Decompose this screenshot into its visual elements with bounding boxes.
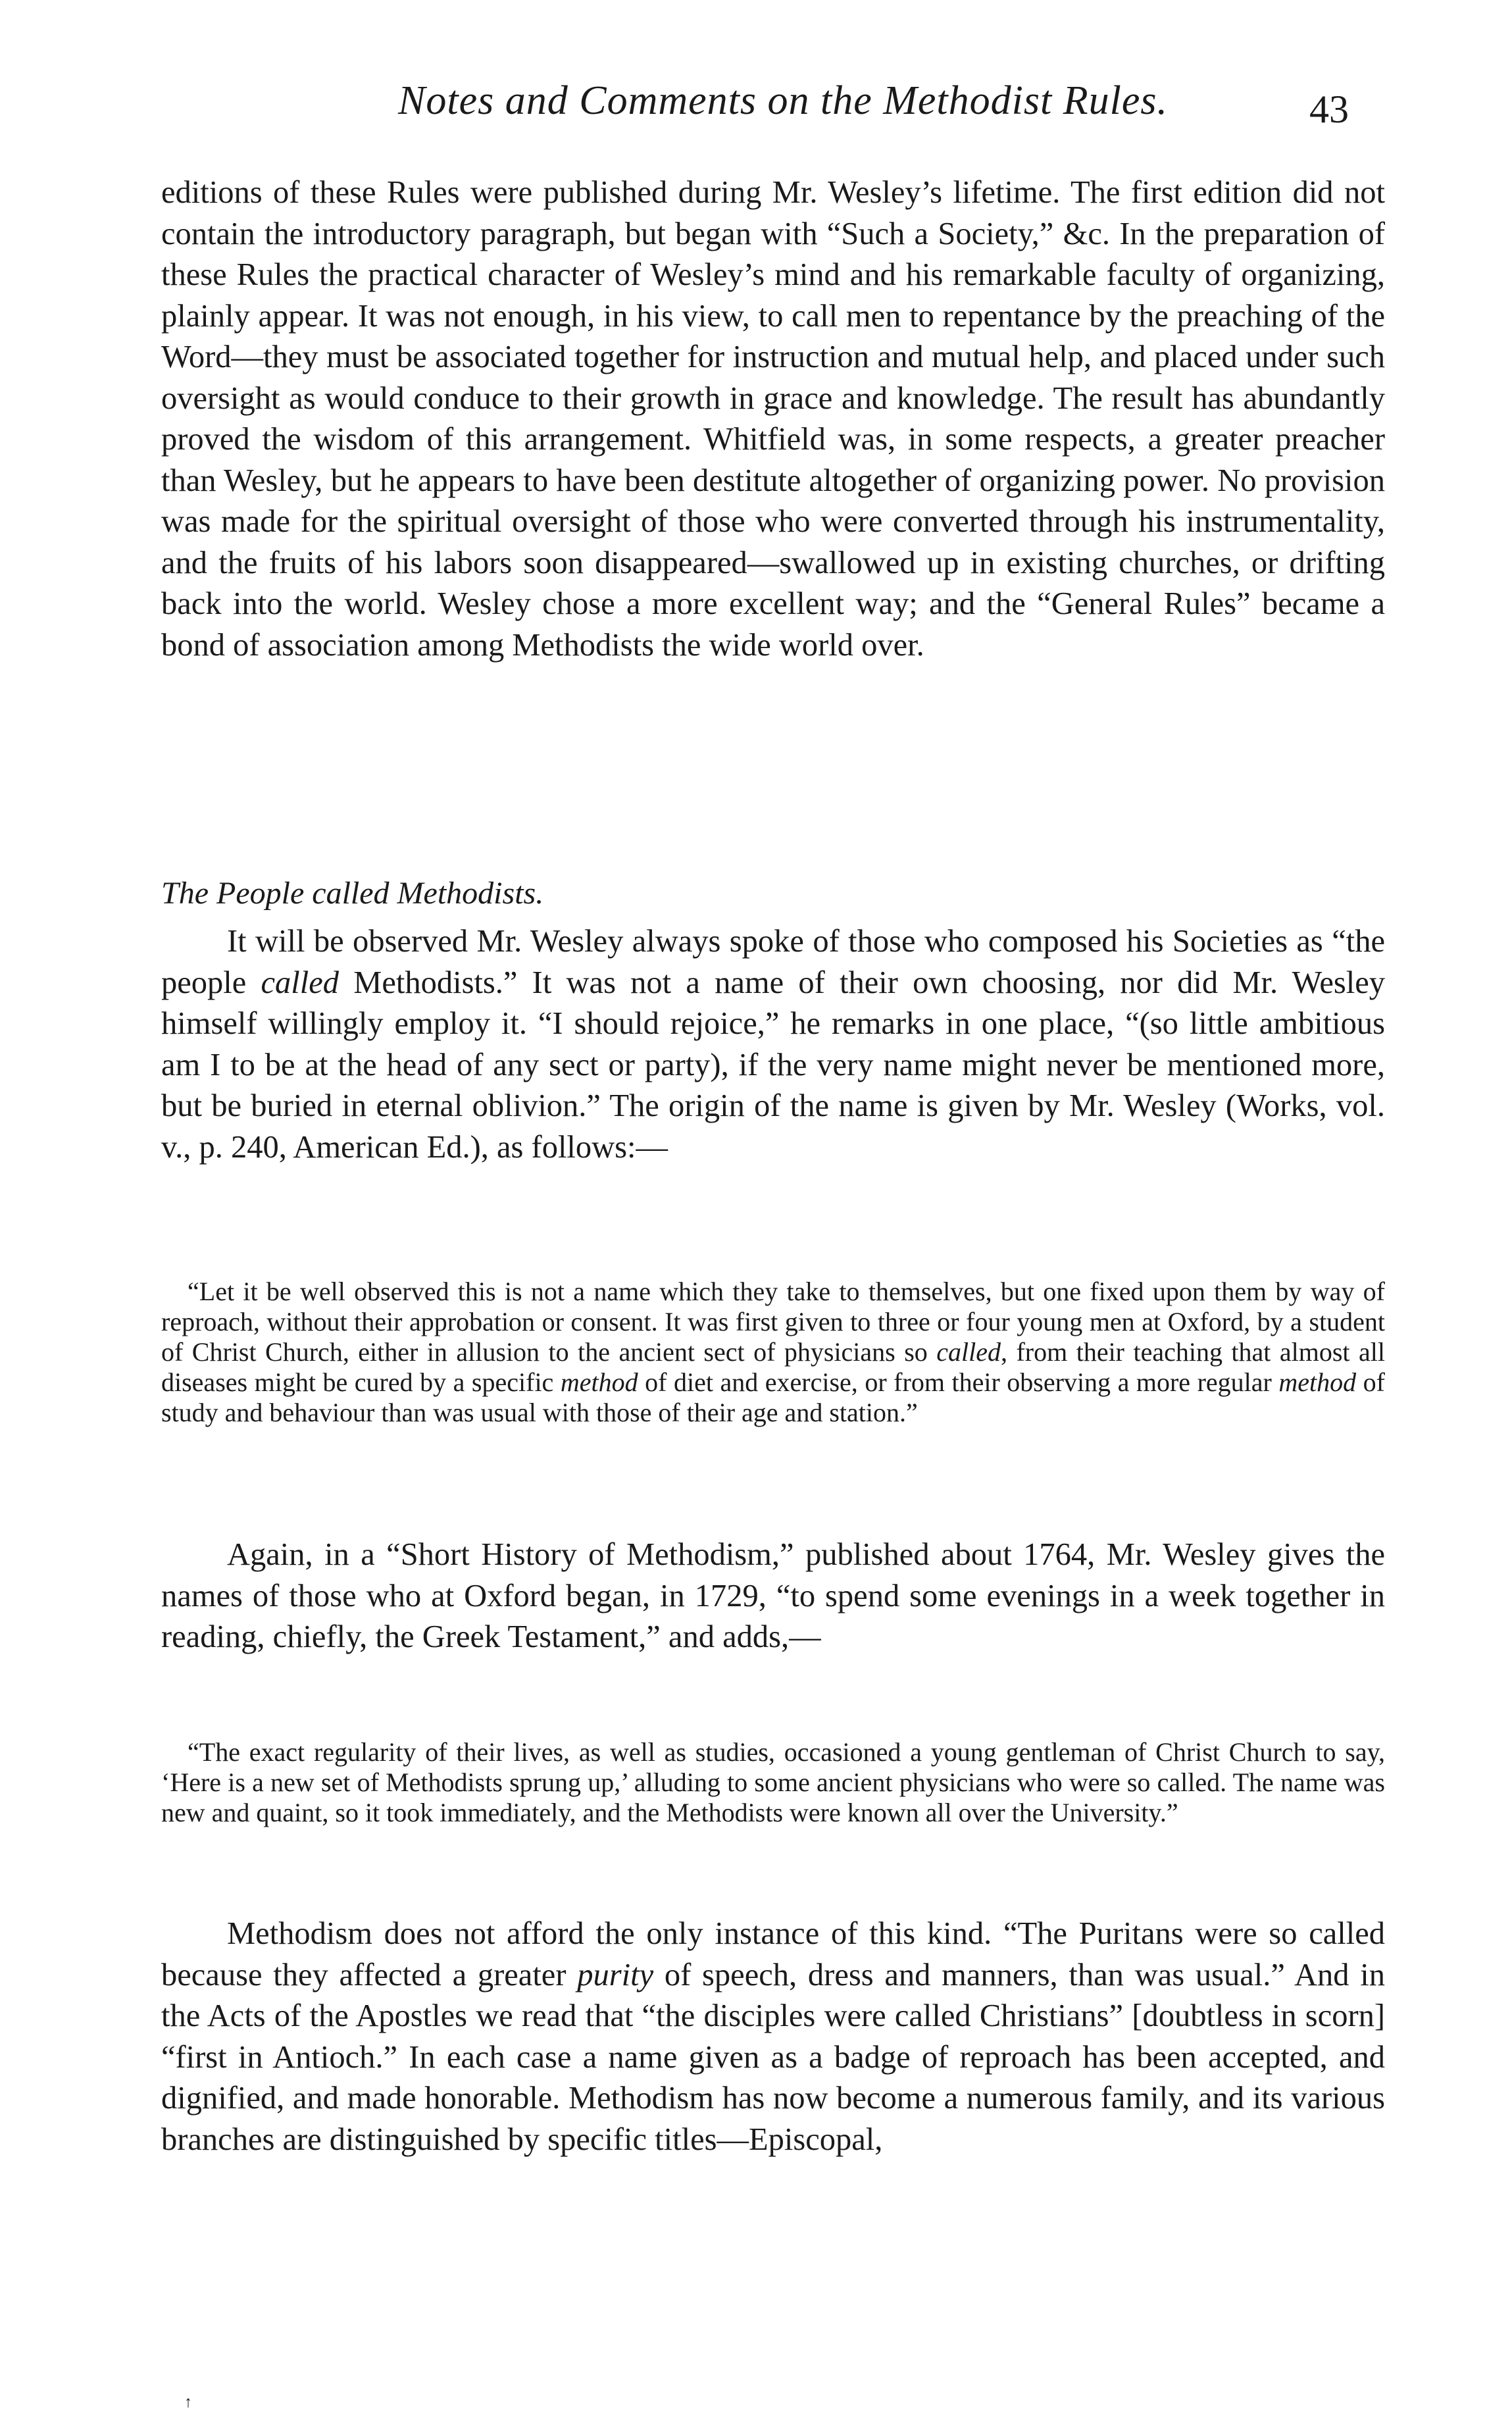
text-run: “Let it be well observed this is not a name which they take to themselves, but one fixed upon them by way of reproach, without their approbation or consent. It was first given to three or four young men at Oxford, by a student of Christ Church, either in allusion to the ancient sect of physicians so <box>161 1277 1385 1367</box>
block-quote-name-origin <box>161 1277 1385 1428</box>
block-quote-exact-regularity <box>161 1737 1385 1828</box>
text-run: of study and behaviour than was usual with those of their age and station.” <box>161 1367 1386 1427</box>
section-heading: The People called Methodists. <box>161 876 544 911</box>
paragraph-short-history <box>161 1535 1385 1658</box>
paragraph-people-called <box>161 921 1385 1168</box>
paragraph-text <box>161 921 1385 1168</box>
text-run: Methodists.” It was not a name of their own choosing, nor did Mr. Wesley himself willingly employ it. “I should rejoice,” he remarks in one place, “(so little ambitious am I to be at the head of any sect or party), if the very name might never be mentioned more, but be buried in eternal oblivion.” The origin of the name is given by Mr. Wesley (Works, vol. v., p. 240, American Ed.), as follows:— <box>161 965 1385 1165</box>
quote-text: “The exact regularity of their lives, as well as studies, occasioned a young gentleman of Christ Church to say, ‘Here is a new set of Methodists sprung up,’ alluding to some ancient physicians who were so called. The name was new and quaint, so it took immediately, and the Methodists were known all over the University.” <box>161 1737 1385 1827</box>
text-run: , from their teaching that almost all diseases might be cured by a specific <box>161 1337 1386 1397</box>
margin-mark: ↑ <box>184 2394 192 2411</box>
paragraph-other-instances <box>161 1914 1385 2160</box>
text-run: It will be observed Mr. Wesley always spoke of those who composed his Societies as “the people <box>161 924 1385 1000</box>
running-title: Notes and Comments on the Methodist Rules. <box>398 78 1168 123</box>
italic-text: method <box>560 1367 638 1397</box>
text-run: of speech, dress and manners, than was usual.” And in the Acts of the Apostles we read that “the disciples were called Christians” [doubtless in scorn] “first in Antioch.” In each case a name given as a badge of reproach has been accepted, and dignified, and made honorable. Methodism has now become a numerous family, and its various branches are distinguished by specific titles—Episcopal, <box>161 1957 1385 2157</box>
text-run: Methodism does not afford the only instance of this kind. “The Puritans were so called because they affected a greater <box>161 1916 1385 1992</box>
italic-text: purity <box>577 1957 654 1992</box>
paragraph-rules-editions <box>161 172 1385 666</box>
paragraph-text <box>161 1914 1385 2160</box>
paragraph-text: editions of these Rules were published during Mr. Wesley’s lifetime. The first edition did not contain the introductory paragraph, but began with “Such a Society,” &c. In the preparation of these Rules the practical character of Wesley’s mind and his remarkable faculty of organizing, plainly appear. It was not enough, in his view, to call men to repentance by the preaching of the Word—they must be associated together for instruction and mutual help, and placed under such oversight as would conduce to their growth in grace and knowledge. The result has abundantly proved the wisdom of this arrangement. Whitfield was, in some respects, a greater preacher than Wesley, but he appears to have been destitute altogether of organizing power. No provision was made for the spiritual oversight of those who were converted through his instrumentality, and the fruits of his labors soon disappeared—swallowed up in existing churches, or drifting back into the world. Wesley chose a more excellent way; and the “General Rules” became a bond of association among Methodists the wide world over. <box>161 175 1385 663</box>
quote-text <box>161 1277 1385 1428</box>
italic-text: called <box>936 1337 1001 1367</box>
paragraph-text: Again, in a “Short History of Methodism,” published about 1764, Mr. Wesley gives the names of those who at Oxford began, in 1729, “to spend some evenings in a week together in reading, chiefly, the Greek Testament,” and adds,— <box>161 1537 1385 1654</box>
text-run: of diet and exercise, or from their observing a more regular <box>638 1367 1279 1397</box>
italic-text: method <box>1278 1367 1357 1397</box>
page-number: 43 <box>1309 88 1349 131</box>
italic-text: called <box>261 965 340 1000</box>
